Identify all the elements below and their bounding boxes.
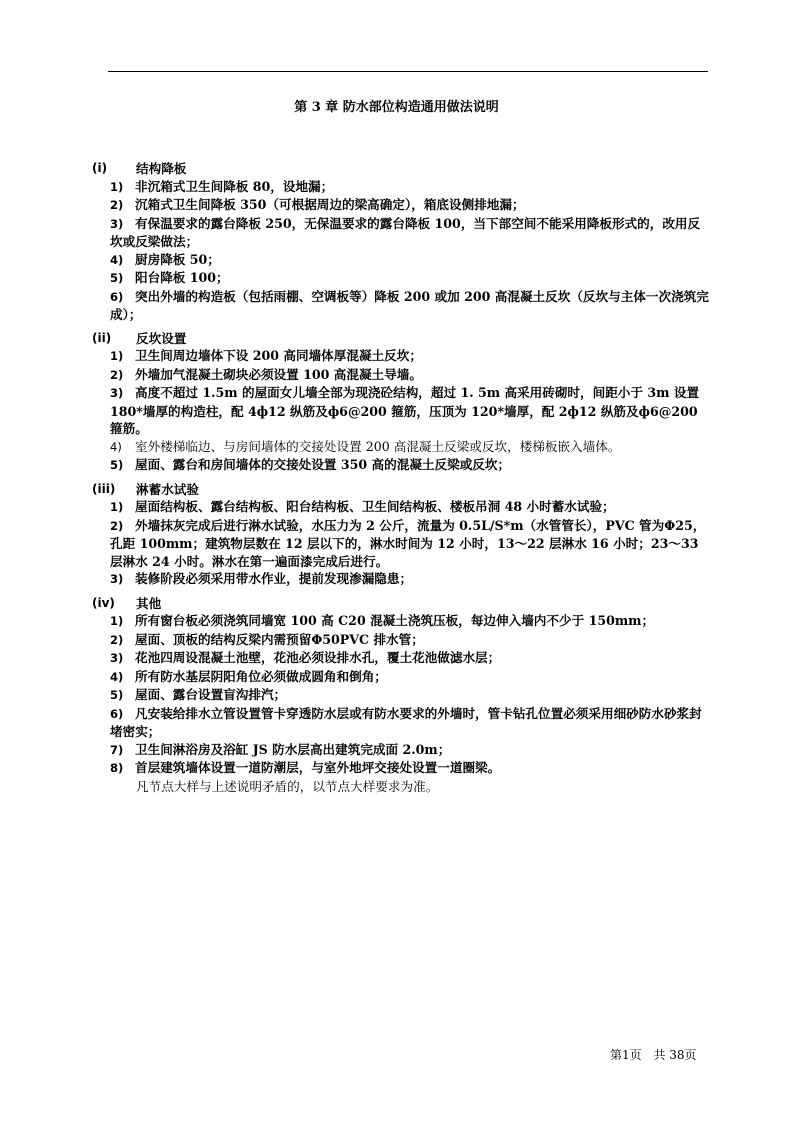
section-number: (i) bbox=[92, 161, 108, 175]
list-item: 1) 卫生间周边墙体下设 200 高同墙体厚混凝土反坎； bbox=[110, 348, 422, 363]
document-body bbox=[80, 160, 712, 801]
section-number: (iii) bbox=[92, 481, 116, 496]
list-item: 8) 首层建筑墙体设置一道防潮层，与室外地坪交接处设置一道圈梁。 bbox=[110, 760, 501, 775]
list-item: 1) 所有窗台板必须浇筑同墙宽 100 高 C20 混凝土浇筑压板，每边伸入墙内不少于 150mm； bbox=[110, 613, 655, 628]
page-footer bbox=[610, 1046, 705, 1063]
header-rule bbox=[108, 71, 708, 72]
list-item: 4) 所有防水基层阴阳角位必须做成圆角和倒角； bbox=[110, 668, 387, 684]
section-structural-drop bbox=[80, 160, 712, 324]
list-item: 6) 突出外墙的构造板（包括雨棚、空调板等）降板 200 或加 200 高混凝土反坎（反坎与主体一次浇筑完成）； bbox=[110, 288, 709, 322]
section-heading: 反坎设置 bbox=[136, 330, 187, 346]
list-item: 4) 厨房降板 50； bbox=[110, 251, 220, 267]
list-item: 2) 沉箱式卫生间降板 350（可根据周边的梁高确定），箱底设侧排地漏； bbox=[110, 197, 525, 212]
list-item: 1) 非沉箱式卫生间降板 80，设地漏； bbox=[110, 178, 334, 194]
list-item: 5) 阳台降板 100； bbox=[110, 270, 229, 285]
list-item: 5) 屋面、露台和房间墙体的交接处设置 350 高的混凝土反梁或反坎； bbox=[110, 457, 511, 472]
list-item: 3) 装修阶段必须采用带水作业，提前发现渗漏隐患； bbox=[110, 571, 413, 586]
list-item: 4) 室外楼梯临边、与房间墙体的交接处设置 200 高混凝土反梁或反坎，楼梯板嵌入墙体。 bbox=[110, 438, 621, 454]
section-heading: 其他 bbox=[136, 595, 162, 611]
section-other bbox=[80, 595, 712, 796]
page-title: 第 3 章 防水部位构造通用做法说明 bbox=[294, 100, 499, 115]
section-water-test bbox=[80, 481, 712, 589]
section-number: (ii) bbox=[92, 330, 112, 345]
list-item: 2) 外墙抹灰完成后进行淋水试验，水压力为 2 公斤，流量为 0.5L/S*m（水管管长），PVC 管为Φ25，孔距 100mm；建筑物层数在 12 层以下的，淋水时间为 12 小时，13～22 层淋水 16 小时；23～33 层淋水 24 小时。淋水在第一遍面漆完成后进行。 bbox=[110, 517, 706, 569]
section-heading: 淋蓄水试验 bbox=[136, 481, 199, 497]
list-item: 6) 凡安装给排水立管设置管卡穿透防水层或有防水要求的外墙时，管卡钻孔位置必须采用细砂防水砂浆封堵密实； bbox=[110, 705, 702, 739]
list-item: 1) 屋面结构板、露台结构板、阳台结构板、卫生间结构板、楼板吊洞 48 小时蓄水试验； bbox=[110, 499, 615, 514]
list-item: 7) 卫生间淋浴房及浴缸 JS 防水层高出建筑完成面 2.0m； bbox=[110, 741, 451, 757]
closing-note: 凡节点大样与上述说明矛盾的，以节点大样要求为准。 bbox=[136, 778, 439, 794]
list-item: 3) 有保温要求的露台降板 250，无保温要求的露台降板 100，当下部空间不能采用降板形式的，改用反坎或反梁做法； bbox=[110, 215, 701, 249]
list-item: 3) 花池四周设混凝土池壁，花池必须设排水孔，覆土花池做滤水层； bbox=[110, 650, 501, 665]
list-item: 2) 外墙加气混凝土砌块必须设置 100 高混凝土导墙。 bbox=[110, 366, 422, 382]
page-total: 共 38页 bbox=[653, 1048, 697, 1062]
list-item: 2) 屋面、顶板的结构反梁内需预留Φ50PVC 排水管； bbox=[110, 631, 424, 647]
section-heading: 结构降板 bbox=[136, 161, 187, 176]
section-number: (iv) bbox=[92, 595, 115, 610]
section-curb-setting bbox=[80, 330, 712, 475]
list-item: 3) 高度不超过 1.5m 的屋面女儿墙全部为现浇砼结构，超过 1. 5m 高采用砖砌时，间距小于 3m 设置 180*墙厚的构造柱，配 4ф12 纵筋及ф6@200 箍筋，压顶为 120*墙厚，配 2ф12 纵筋及ф6@200 箍筋。 bbox=[110, 385, 700, 436]
page-number: 第1页 bbox=[610, 1048, 642, 1062]
list-item: 5) 屋面、露台设置盲沟排汽； bbox=[110, 687, 287, 702]
